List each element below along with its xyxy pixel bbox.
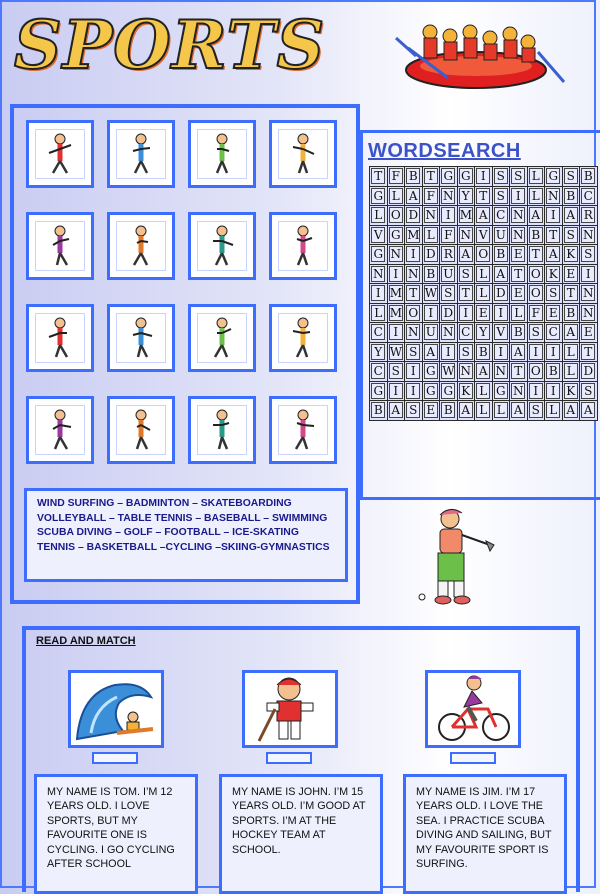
text-card-tom [34,774,198,894]
picture-box [188,120,256,188]
wordsearch-cell[interactable]: A [475,362,493,382]
wordsearch-cell[interactable]: N [422,206,440,226]
wordsearch-cell[interactable]: A [545,245,563,265]
wordsearch-cell[interactable]: I [492,303,510,323]
wordsearch-cell[interactable]: T [545,225,563,245]
wordsearch-cell[interactable]: A [562,323,580,343]
table-tennis-icon [191,307,253,369]
wordsearch-cell[interactable]: N [580,284,598,304]
wordsearch-cell[interactable]: G [457,167,475,187]
wordsearch-cell[interactable]: B [580,167,598,187]
wordsearch-cell[interactable]: E [562,264,580,284]
wordsearch-cell[interactable]: S [527,323,545,343]
wordsearch-cell[interactable]: B [475,342,493,362]
wordsearch-cell[interactable]: C [545,323,563,343]
wordsearch-cell[interactable]: B [510,323,528,343]
wordsearch-cell[interactable]: L [527,186,545,206]
wordsearch-cell[interactable]: B [562,186,580,206]
wordsearch-cell[interactable]: A [510,401,528,421]
wordsearch-cell[interactable]: U [492,225,510,245]
wordsearch-cell[interactable]: C [580,186,598,206]
text-card-body: MY NAME IS TOM. I’M 12 YEARS OLD. I LOVE SPORTS, BUT MY FAVOURITE ONE IS CYCLING. I GO CYCLING AFTER SCHOOL [47,786,175,871]
wordsearch-cell[interactable]: N [580,303,598,323]
wordsearch-cell[interactable]: S [527,401,545,421]
picture-box [269,212,337,280]
rafting-team-icon [388,8,568,98]
wordsearch-cell[interactable]: F [387,167,405,187]
wordsearch-cell[interactable]: D [405,206,423,226]
wordsearch-cell[interactable]: I [457,303,475,323]
wordsearch-cell[interactable]: M [387,303,405,323]
wordsearch-cell[interactable]: B [422,264,440,284]
wordsearch-cell[interactable]: L [562,362,580,382]
wordsearch-cell[interactable]: S [562,167,580,187]
pictures-panel [10,104,360,604]
wordsearch-cell[interactable]: A [422,342,440,362]
wordsearch-cell[interactable]: V [370,225,388,245]
wordsearch-cell[interactable]: L [475,264,493,284]
wordsearch-cell[interactable]: K [457,381,475,401]
baseball-icon [272,215,334,277]
wordsearch-cell[interactable]: G [440,167,458,187]
photo-surfing [68,670,164,748]
wordsearch-cell[interactable]: L [492,401,510,421]
wordsearch-cell[interactable]: S [492,167,510,187]
cyclist-icon [428,673,518,745]
wordsearch-cell[interactable]: L [545,401,563,421]
wordsearch-cell[interactable]: B [440,401,458,421]
wordsearch-cell[interactable]: W [422,284,440,304]
wordsearch-cell[interactable]: B [545,362,563,382]
wordsearch-cell[interactable]: O [527,264,545,284]
wordsearch-cell[interactable]: I [422,303,440,323]
wordsearch-cell[interactable]: C [457,323,475,343]
wordsearch-cell[interactable]: D [492,284,510,304]
read-and-match-title: READ AND MATCH [36,635,136,647]
wordsearch-cell[interactable]: L [475,284,493,304]
wordsearch-cell[interactable]: A [527,206,545,226]
wordsearch-cell[interactable]: A [405,186,423,206]
wordsearch-row [370,245,598,265]
wordsearch-cell[interactable]: K [562,245,580,265]
wordsearch-cell[interactable]: Y [370,342,388,362]
wordsearch-cell[interactable]: B [370,401,388,421]
wordsearch-cell[interactable]: A [562,206,580,226]
wordsearch-cell[interactable]: I [510,186,528,206]
wordsearch-cell[interactable]: N [510,206,528,226]
wordsearch-cell[interactable]: S [387,362,405,382]
wordsearch-cell[interactable]: O [475,245,493,265]
wordsearch-cell[interactable]: E [475,303,493,323]
wordsearch-cell[interactable]: E [510,284,528,304]
wordsearch-cell[interactable]: S [562,225,580,245]
wordsearch-row [370,206,598,226]
wordsearch-cell[interactable]: G [370,381,388,401]
golf-icon [29,307,91,369]
picture-box [107,396,175,464]
wordsearch-title: WORDSEARCH [368,140,521,162]
scuba-diving-icon [29,399,91,461]
wordsearch-row [370,362,598,382]
wordsearch-row [370,381,598,401]
skiing-icon [110,399,172,461]
wordsearch-cell[interactable]: T [562,284,580,304]
wordsearch-cell[interactable]: G [440,381,458,401]
wordsearch-cell[interactable]: I [492,342,510,362]
wind-surfing-icon [191,399,253,461]
picture-box [26,212,94,280]
wordsearch-cell[interactable]: L [475,401,493,421]
wordsearch-cell[interactable]: Y [475,323,493,343]
wordsearch-cell[interactable]: I [527,381,545,401]
wordsearch-cell[interactable]: S [457,264,475,284]
text-card-jim [403,774,567,894]
wordsearch-cell[interactable]: L [527,167,545,187]
wordsearch-cell[interactable]: N [387,245,405,265]
wordsearch-cell[interactable]: T [580,342,598,362]
wordsearch-cell[interactable]: M [405,225,423,245]
wordsearch-row [370,284,598,304]
wordsearch-row [370,167,598,187]
wordsearch-cell[interactable]: R [440,245,458,265]
text-card-body: MY NAME IS JOHN. I’M 15 YEARS OLD. I’M GOOD AT SPORTS. I’M AT THE HOCKEY TEAM AT SCHOOL. [232,786,366,856]
wordsearch-row [370,303,598,323]
wordsearch-cell[interactable]: N [510,381,528,401]
wordsearch-cell[interactable]: N [457,362,475,382]
wordsearch-cell[interactable]: V [475,225,493,245]
wordsearch-row [370,225,598,245]
wordsearch-cell[interactable]: T [510,362,528,382]
wordsearch-cell[interactable]: N [370,264,388,284]
page-title: SPORTS [14,6,326,84]
picture-box [188,396,256,464]
wordsearch-cell[interactable]: E [580,323,598,343]
wordsearch-cell[interactable]: N [510,225,528,245]
wordsearch-cell[interactable]: C [370,362,388,382]
wordsearch-cell[interactable]: I [580,264,598,284]
swimming-icon [110,123,172,185]
wordsearch-cell[interactable]: T [475,186,493,206]
word-list [24,488,348,582]
wordsearch-cell[interactable]: Y [457,186,475,206]
wordsearch-cell[interactable]: K [562,381,580,401]
wordsearch-cell[interactable]: G [492,381,510,401]
wordsearch-cell[interactable]: N [492,362,510,382]
wordsearch-cell[interactable]: D [440,303,458,323]
wordsearch-cell[interactable]: S [580,381,598,401]
wordsearch-cell[interactable]: I [387,381,405,401]
picture-box [26,304,94,372]
wordsearch-cell[interactable]: N [545,186,563,206]
wordsearch-cell[interactable]: D [580,362,598,382]
picture-box [188,212,256,280]
wordsearch-cell[interactable]: T [510,264,528,284]
wordsearch-cell[interactable]: V [492,323,510,343]
wordsearch-cell[interactable]: I [387,264,405,284]
photo-hockey [242,670,338,748]
wordsearch-cell[interactable]: S [440,284,458,304]
wordsearch-cell[interactable]: A [387,401,405,421]
wordsearch-cell[interactable]: A [475,206,493,226]
wordsearch-row [370,264,598,284]
wordsearch-cell[interactable]: G [370,245,388,265]
wordsearch-cell[interactable]: E [510,245,528,265]
wordsearch-cell[interactable]: I [387,323,405,343]
wordsearch-cell[interactable]: I [440,342,458,362]
wordsearch-cell[interactable]: L [562,342,580,362]
wordsearch-cell[interactable]: L [422,225,440,245]
wordsearch-cell[interactable]: T [405,284,423,304]
basketball-icon [191,123,253,185]
wordsearch-cell[interactable]: D [422,245,440,265]
wordsearch-row [370,401,598,421]
wordsearch-cell[interactable]: W [440,362,458,382]
picture-box [269,120,337,188]
wordsearch-cell[interactable]: G [422,362,440,382]
answer-box-2[interactable] [266,752,312,764]
wordsearch-cell[interactable]: N [405,264,423,284]
wordsearch-cell[interactable]: W [387,342,405,362]
wordsearch-cell[interactable]: I [440,206,458,226]
wordsearch-cell[interactable]: O [527,284,545,304]
wordsearch-cell[interactable]: T [370,167,388,187]
wordsearch-cell[interactable]: S [405,342,423,362]
word-list-line: VOLLEYBALL – TABLE TENNIS – BASEBALL – SWIMMING [37,512,328,524]
wordsearch-cell[interactable]: B [492,245,510,265]
wordsearch-cell[interactable]: S [510,167,528,187]
wordsearch-cell[interactable]: C [370,323,388,343]
wordsearch-grid [369,166,598,421]
wordsearch-cell[interactable]: F [422,186,440,206]
wordsearch-cell[interactable]: E [545,303,563,323]
wordsearch-cell[interactable]: U [422,323,440,343]
volleyball-icon [29,215,91,277]
wordsearch-cell[interactable]: O [405,303,423,323]
wordsearch-cell[interactable]: A [492,264,510,284]
wordsearch-cell[interactable]: A [457,245,475,265]
picture-box [188,304,256,372]
word-list-line: SCUBA DIVING – GOLF – FOOTBALL – ICE-SKATING [37,527,299,538]
wordsearch-cell[interactable]: A [457,401,475,421]
word-list-line: WIND SURFING – BADMINTON – SKATEBOARDING [37,498,292,509]
wordsearch-cell[interactable]: G [545,167,563,187]
cycling-icon [29,123,91,185]
wordsearch-cell[interactable]: S [492,186,510,206]
wordsearch-cell[interactable]: S [545,284,563,304]
wordsearch-cell[interactable]: S [457,342,475,362]
wordsearch-cell[interactable]: B [405,167,423,187]
wordsearch-cell[interactable]: L [510,303,528,323]
wordsearch-cell[interactable]: B [527,225,545,245]
wordsearch-row [370,186,598,206]
wordsearch-cell[interactable]: I [370,284,388,304]
wordsearch-cell[interactable]: C [492,206,510,226]
wordsearch-cell[interactable]: N [440,186,458,206]
wordsearch-cell[interactable]: A [580,401,598,421]
wordsearch-cell[interactable]: G [370,186,388,206]
wordsearch-cell[interactable]: O [387,206,405,226]
picture-box [107,120,175,188]
tennis-icon [110,215,172,277]
text-card-john [219,774,383,894]
wordsearch-cell[interactable]: L [475,381,493,401]
ice-skating-icon [272,307,334,369]
word-list-line: TENNIS – BASKETBALL –CYCLING –SKIING-GYMNASTICS [37,541,330,553]
hockey-player-icon [245,673,335,745]
wordsearch-cell[interactable]: S [405,401,423,421]
wordsearch-cell[interactable]: I [545,381,563,401]
wordsearch-row [370,342,598,362]
wordsearch-cell[interactable]: I [405,245,423,265]
wordsearch-cell[interactable]: F [440,225,458,245]
picture-box [26,120,94,188]
picture-box [269,304,337,372]
golfer-icon [410,505,495,610]
wordsearch-cell[interactable]: I [527,342,545,362]
wordsearch-cell[interactable]: A [562,401,580,421]
answer-box-3[interactable] [450,752,496,764]
wordsearch-cell[interactable]: I [545,206,563,226]
pictures-grid [22,116,348,476]
photo-cycling [425,670,521,748]
wordsearch-cell[interactable]: I [545,342,563,362]
answer-box-1[interactable] [92,752,138,764]
wordsearch-cell[interactable]: N [440,323,458,343]
picture-box [107,212,175,280]
wordsearch-cell[interactable]: O [527,362,545,382]
wordsearch-cell[interactable]: L [387,186,405,206]
wordsearch-cell[interactable]: F [527,303,545,323]
wordsearch-cell[interactable]: B [562,303,580,323]
wordsearch-cell[interactable]: N [457,225,475,245]
wordsearch-cell[interactable]: L [370,303,388,323]
wordsearch-cell[interactable]: I [475,167,493,187]
wordsearch-cell[interactable]: T [527,245,545,265]
wordsearch-cell[interactable]: I [405,362,423,382]
wordsearch-cell[interactable]: L [370,206,388,226]
wordsearch-cell[interactable]: M [457,206,475,226]
wordsearch-cell[interactable]: A [510,342,528,362]
wordsearch-cell[interactable]: K [545,264,563,284]
text-card-body: MY NAME IS JIM. I’M 17 YEARS OLD. I LOVE THE SEA. I PRACTICE SCUBA DIVING AND SAILING, BUT MY FAVOURITE SPORT IS SURFING. [416,786,552,871]
wordsearch-row [370,323,598,343]
wordsearch-cell[interactable]: G [422,381,440,401]
wordsearch-cell[interactable]: R [580,206,598,226]
wordsearch-cell[interactable]: G [387,225,405,245]
picture-box [269,396,337,464]
picture-box [26,396,94,464]
badminton-icon [272,399,334,461]
football-icon [272,123,334,185]
wordsearch-cell[interactable]: M [387,284,405,304]
wordsearch-cell[interactable]: T [457,284,475,304]
wordsearch-cell[interactable]: E [422,401,440,421]
wordsearch-cell[interactable]: S [580,245,598,265]
skateboarding-icon [110,307,172,369]
wordsearch-cell[interactable]: N [405,323,423,343]
wordsearch-cell[interactable]: I [405,381,423,401]
wordsearch-cell[interactable]: U [440,264,458,284]
surfing-wave-icon [71,673,161,745]
picture-box [107,304,175,372]
wordsearch-cell[interactable]: T [422,167,440,187]
gymnastics-icon [191,215,253,277]
wordsearch-cell[interactable]: N [580,225,598,245]
